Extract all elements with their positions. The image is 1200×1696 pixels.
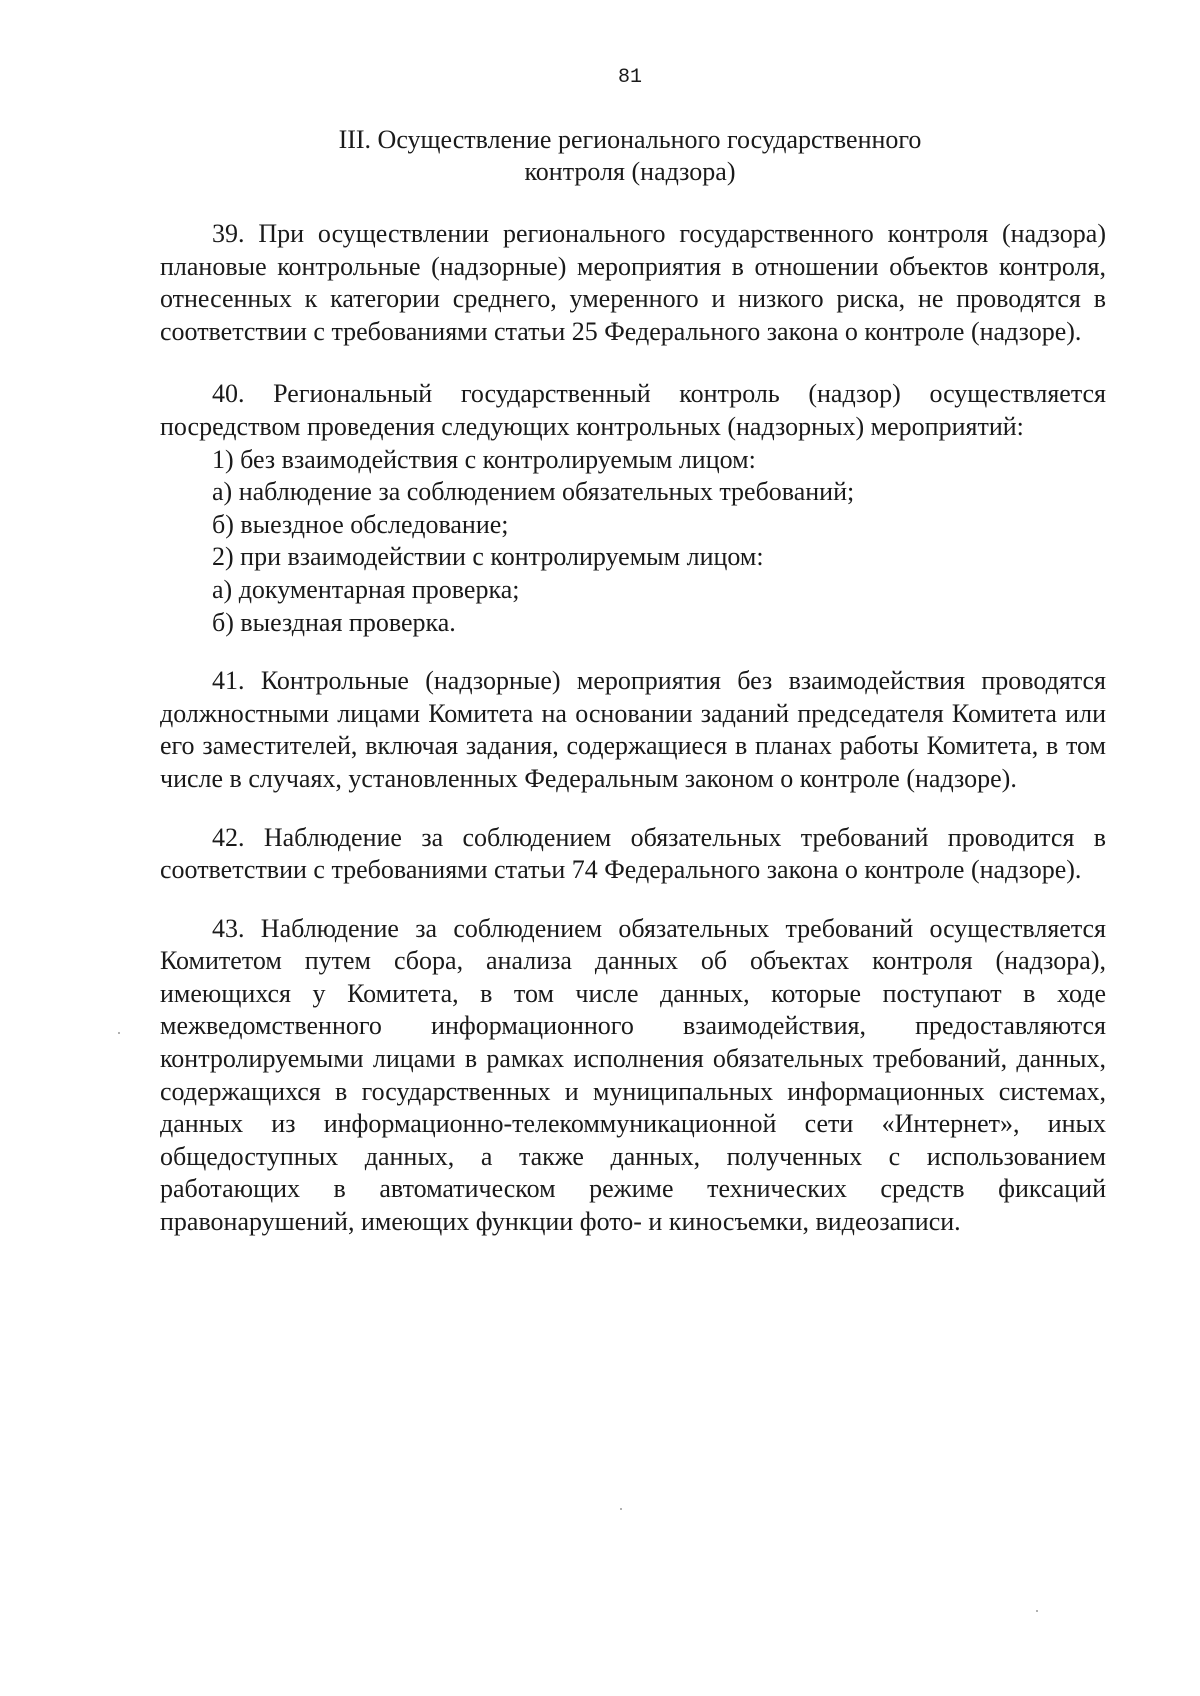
section-title — [0, 124, 1200, 188]
paragraph-39: 39. При осуществлении регионального государственного контроля (надзора) плановые контрольные (надзорные) мероприятия в отношении объектов контроля, отнесенных к категории среднего, умеренного и низкого риска, не проводятся в соответствии с требованиями статьи 25 Федерального закона о контроле (надзоре). — [160, 219, 1106, 346]
scan-speck — [118, 1032, 120, 1034]
section-title-line-1: III. Осуществление регионального государственного — [338, 125, 922, 154]
list-item-1: 1) без взаимодействия с контролируемым лицом: — [212, 444, 756, 474]
scan-speck — [1036, 1610, 1038, 1612]
paragraph-40: 40. Региональный государственный контроль (надзор) осуществляется посредством проведения следующих контрольных (надзорных) мероприятий: — [160, 379, 1106, 441]
list-item-1b: б) выездное обследование; — [212, 509, 509, 539]
scan-speck — [620, 1508, 622, 1510]
list-item-1a: а) наблюдение за соблюдением обязательных требований; — [212, 477, 855, 507]
paragraph-43: 43. Наблюдение за соблюдением обязательных требований осуществляется Комитетом путем сбора, анализа данных об объектах контроля (надзора), имеющихся у Комитета, в том числе данных, которые поступают в ходе межведомственного информационного взаимодействия, предоставляются контролируемыми лицами в рамках исполнения обязательных требований, данных, содержащихся в государственных и муниципальных информационных системах, данных из информационно-телекоммуникационной сети «Интернет», иных общедоступных данных, а также данных, полученных с использованием работающих в автоматическом режиме технических средств фиксаций правонарушений, имеющих функции фото- и киносъемки, видеозаписи. — [160, 913, 1106, 1237]
list-item-2b: б) выездная проверка. — [212, 607, 456, 637]
list-item-2: 2) при взаимодействии с контролируемым лицом: — [212, 542, 764, 572]
document-body — [160, 218, 1106, 1239]
section-title-line-2: контроля (надзора) — [524, 157, 736, 186]
paragraph-41: 41. Контрольные (надзорные) мероприятия без взаимодействия проводятся должностными лицами Комитета на основании заданий председателя Комитета или его заместителей, включая задания, содержащиеся в планах работы Комитета, в том числе в случаях, установленных Федеральным законом о контроле (надзоре). — [160, 666, 1106, 793]
page-number: 81 — [617, 66, 642, 89]
list-item-2a: а) документарная проверка; — [212, 574, 520, 604]
paragraph-42: 42. Наблюдение за соблюдением обязательных требований проводится в соответствии с требованиями статьи 74 Федерального закона о контроле (надзоре). — [160, 822, 1106, 885]
